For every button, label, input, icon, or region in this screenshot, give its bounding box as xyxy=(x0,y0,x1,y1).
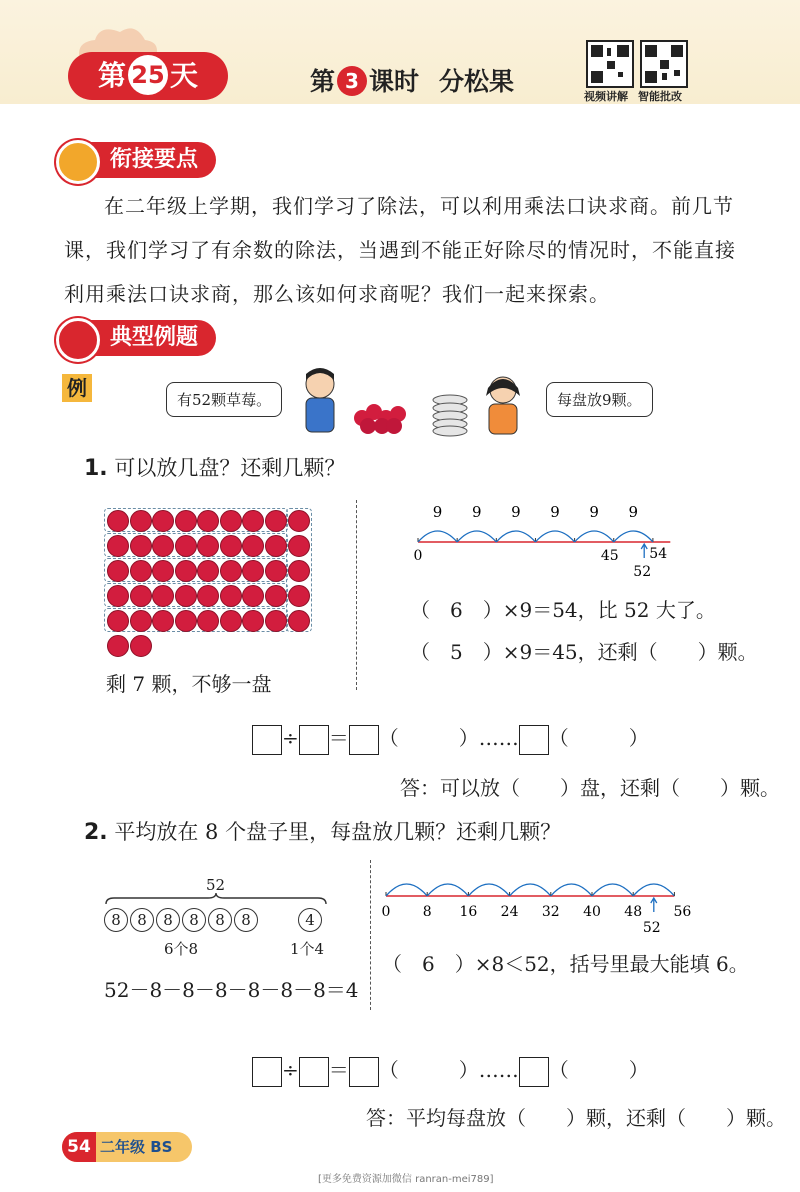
qr-label-grading: 智能批改 xyxy=(638,90,682,103)
brace-icon xyxy=(104,892,328,906)
strawberry-dot xyxy=(220,535,242,557)
strawberry-dot xyxy=(288,535,310,557)
page-number: 54 xyxy=(62,1132,96,1162)
jump-label: 9 xyxy=(550,503,560,521)
q2-equation-a: （ 6 ）×8＜52，括号里最大能填 6。 xyxy=(382,952,749,976)
jump-arc xyxy=(468,884,509,896)
strawberry-pile-icon xyxy=(352,396,408,436)
intro-line-3: 利用乘法口诀求商，那么该如何求商呢？我们一起来探索。 xyxy=(64,282,610,306)
strawberry-dot xyxy=(265,535,287,557)
group-circle: 8 xyxy=(104,908,128,932)
plates-stack-icon xyxy=(430,392,470,436)
intro-line-2: 课，我们学习了有余数的除法，当遇到不能正好除尽的情况时，不能直接 xyxy=(64,238,736,262)
jump-arc xyxy=(614,531,653,542)
speech-bubble-right: 每盘放9颗。 xyxy=(546,382,653,417)
question-2: 2. 平均放在 8 个盘子里，每盘放几颗？还剩几颗？ xyxy=(84,820,562,845)
jump-label: 9 xyxy=(628,503,639,521)
group-circle: 8 xyxy=(182,908,206,932)
strawberry-dot xyxy=(175,560,197,582)
jump-arc xyxy=(633,884,674,896)
blank-box[interactable] xyxy=(299,725,329,755)
jump-arc xyxy=(427,884,468,896)
blank-box[interactable] xyxy=(252,1057,282,1087)
group-label: 6个8 xyxy=(164,940,199,958)
blank-box[interactable] xyxy=(299,1057,329,1087)
day-number: 25 xyxy=(128,55,168,95)
remainder-note: 剩 7 颗，不够一盘 xyxy=(106,672,272,696)
strawberry-dot xyxy=(130,635,152,657)
strawberry-dot xyxy=(107,510,129,532)
footer-note: [更多免费资源加微信 ranran-mei789] xyxy=(318,1174,494,1185)
tick-label: 8 xyxy=(422,904,432,920)
boy-character-icon xyxy=(294,366,354,436)
blank-box[interactable] xyxy=(519,1057,549,1087)
q1-answer: 答：可以放（ ）盘，还剩（ ）颗。 xyxy=(400,776,780,800)
strawberry-dot xyxy=(288,585,310,607)
strawberry-dot xyxy=(242,510,264,532)
strawberry-dot xyxy=(107,535,129,557)
q1-equation-a: （ 6 ）×9＝54，比 52 大了。 xyxy=(410,598,716,622)
jump-arc xyxy=(510,884,551,896)
blank-box[interactable] xyxy=(252,725,282,755)
strawberry-dot xyxy=(197,510,219,532)
jump-label: 9 xyxy=(511,503,521,521)
strawberry-dot xyxy=(130,560,152,582)
strawberry-dot xyxy=(175,610,197,632)
marker-label: 52 xyxy=(633,564,652,580)
strawberry-dot xyxy=(107,560,129,582)
jump-arc xyxy=(592,884,633,896)
section-title-examples: 典型例题 xyxy=(66,320,216,356)
tick-label: 45 xyxy=(600,548,619,564)
division-template-q1: ÷ ＝ （ ）…… （ ） xyxy=(252,722,649,755)
strawberry-dot xyxy=(152,560,174,582)
tick-label: 0 xyxy=(413,548,423,564)
qr-label-video: 视频讲解 xyxy=(584,90,628,103)
jump-arc xyxy=(496,531,535,542)
strawberry-dot xyxy=(197,560,219,582)
q1-equation-b: （ 5 ）×9＝45，还剩（ ）颗。 xyxy=(410,640,758,664)
example-tag: 例 xyxy=(62,374,92,402)
lion-mascot-icon xyxy=(56,140,100,184)
group-circle: 8 xyxy=(156,908,180,932)
blank-box[interactable] xyxy=(349,1057,379,1087)
group-circle: 8 xyxy=(208,908,232,932)
lesson-name: 分松果 xyxy=(439,67,515,96)
strawberry-dot xyxy=(220,585,242,607)
blank-box[interactable] xyxy=(349,725,379,755)
strawberry-dot xyxy=(130,585,152,607)
strawberry-dot xyxy=(265,560,287,582)
strawberry-dot xyxy=(107,585,129,607)
strawberry-dot xyxy=(197,535,219,557)
lesson-title: 第 3 课时 分松果 xyxy=(310,67,515,96)
intro-line-1: 在二年级上学期，我们学习了除法，可以利用乘法口诀求商。前几节 xyxy=(104,194,734,218)
day-badge: 第 25 天 xyxy=(68,52,228,100)
strawberry-dot xyxy=(152,535,174,557)
jump-arc xyxy=(575,531,614,542)
blank-box[interactable] xyxy=(519,725,549,755)
rest-label: 1个4 xyxy=(290,940,325,958)
tick-label: 32 xyxy=(541,904,560,920)
marker-label: 52 xyxy=(642,920,661,936)
strawberry-dot xyxy=(152,585,174,607)
jump-arc xyxy=(551,884,592,896)
strawberry-dot xyxy=(288,560,310,582)
brace-label: 52 xyxy=(206,876,226,894)
jump-arc xyxy=(386,884,427,896)
tick-label: 48 xyxy=(624,904,643,920)
strawberry-dot xyxy=(175,585,197,607)
strawberry-dot xyxy=(242,585,264,607)
tick-label: 0 xyxy=(381,904,391,920)
strawberry-dot xyxy=(130,610,152,632)
group-circle: 8 xyxy=(234,908,258,932)
tick-label: 24 xyxy=(500,904,519,920)
section-title-key-points: 衔接要点 xyxy=(66,142,216,178)
strawberry-dot xyxy=(220,560,242,582)
strawberry-dot xyxy=(197,585,219,607)
jump-arc xyxy=(418,531,457,542)
tick-label: 16 xyxy=(459,904,478,920)
strawberry-dot xyxy=(175,510,197,532)
strawberry-dot xyxy=(152,510,174,532)
strawberry-dot xyxy=(197,610,219,632)
number-line-q1 xyxy=(400,500,690,582)
jump-arc xyxy=(535,531,574,542)
tick-label: 54 xyxy=(649,546,668,562)
division-template-q2: ÷ ＝ （ ）…… （ ） xyxy=(252,1054,649,1087)
girl-character-icon xyxy=(478,370,528,436)
strawberry-dot xyxy=(242,560,264,582)
q2-answer: 答：平均每盘放（ ）颗，还剩（ ）颗。 xyxy=(366,1106,786,1130)
qr-code-grading-icon[interactable] xyxy=(640,40,688,88)
strawberry-dot xyxy=(288,510,310,532)
strawberry-dot xyxy=(265,610,287,632)
jump-label: 9 xyxy=(432,503,443,521)
lucky-bag-icon xyxy=(56,318,100,362)
strawberry-dot xyxy=(288,610,310,632)
strawberry-dot xyxy=(152,610,174,632)
strawberry-dot xyxy=(220,510,242,532)
divider-line xyxy=(356,500,357,690)
jump-label: 9 xyxy=(589,503,599,521)
strawberry-dot xyxy=(107,610,129,632)
grade-label: 二年级 BS xyxy=(100,1138,173,1156)
tick-label: 40 xyxy=(583,904,601,920)
strawberry-dot xyxy=(130,510,152,532)
strawberry-dot xyxy=(107,635,129,657)
speech-bubble-left: 有52颗草莓。 xyxy=(166,382,282,417)
number-line-q2 xyxy=(376,866,692,938)
strawberry-dot xyxy=(265,585,287,607)
group-circle: 8 xyxy=(130,908,154,932)
tick-label: 56 xyxy=(673,904,692,920)
qr-code-video-icon[interactable] xyxy=(586,40,634,88)
strawberry-dot xyxy=(220,610,242,632)
subtraction-sentence: 52－8－8－8－8－8－8＝4 xyxy=(104,978,359,1002)
strawberry-dot xyxy=(242,610,264,632)
jump-label: 9 xyxy=(471,503,482,521)
strawberry-dot xyxy=(242,535,264,557)
strawberry-dot xyxy=(175,535,197,557)
strawberry-dot xyxy=(130,535,152,557)
strawberry-dot xyxy=(265,510,287,532)
divider-line xyxy=(370,860,371,1010)
lesson-number: 3 xyxy=(337,66,367,96)
question-1: 1. 可以放几盘？还剩几颗？ xyxy=(84,456,346,481)
rest-circle: 4 xyxy=(298,908,322,932)
jump-arc xyxy=(457,531,496,542)
